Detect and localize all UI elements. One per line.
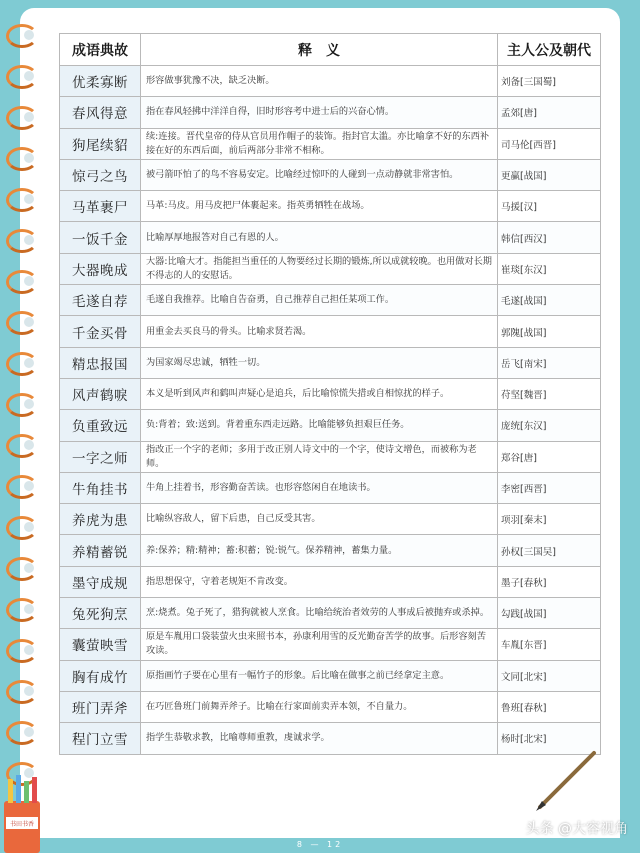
watermark: 头条 @大容视角 — [525, 821, 628, 837]
spiral-ring — [2, 676, 38, 704]
table-row — [60, 660, 601, 691]
person-cell: 孙权[三国吴] — [498, 535, 601, 566]
table-row — [60, 723, 601, 754]
table-row — [60, 410, 601, 441]
person-cell: 郭隗[战国] — [498, 316, 601, 347]
meaning-cell: 养:保养；精:精神；蓄:积蓄；锐:锐气。保养精神，蓄集力量。 — [141, 535, 498, 566]
spiral-ring — [2, 348, 38, 376]
spiral-ring — [2, 512, 38, 540]
table-row — [60, 191, 601, 222]
idiom-cell: 一饭千金 — [60, 222, 141, 253]
table-row — [60, 66, 601, 97]
person-cell: 孟郊[唐] — [498, 97, 601, 128]
pencil-cup-illustration — [0, 775, 70, 853]
table-row — [60, 598, 601, 629]
spiral-ring — [2, 553, 38, 581]
spiral-ring — [2, 717, 38, 745]
meaning-cell: 烹:烧煮。兔子死了，猎狗就被人烹食。比喻给统治者效劳的人事成后被抛弃或杀掉。 — [141, 598, 498, 629]
meaning-cell: 大器:比喻大才。指能担当重任的人物要经过长期的锻炼,所以成就较晚。也用做对长期不得志的人的安慰话。 — [141, 253, 498, 284]
person-cell: 司马伦[西晋] — [498, 128, 601, 159]
header-person: 主人公及朝代 — [498, 34, 601, 66]
idiom-cell: 春风得意 — [60, 97, 141, 128]
person-cell: 更赢[战国] — [498, 159, 601, 190]
spiral-ring — [2, 61, 38, 89]
person-cell: 郑谷[唐] — [498, 441, 601, 472]
idiom-cell: 兔死狗烹 — [60, 598, 141, 629]
meaning-cell: 形容做事犹豫不决，缺乏决断。 — [141, 66, 498, 97]
meaning-cell: 指思想保守，守着老规矩不肯改变。 — [141, 566, 498, 597]
meaning-cell: 马革:马皮。用马皮把尸体裹起来。指英勇牺牲在战场。 — [141, 191, 498, 222]
person-cell: 李密[西晋] — [498, 472, 601, 503]
spiral-ring — [2, 184, 38, 212]
person-cell: 杨时[北宋] — [498, 723, 601, 754]
meaning-cell: 用重金去买良马的骨头。比喻求贤若渴。 — [141, 316, 498, 347]
idiom-cell: 大器晚成 — [60, 253, 141, 284]
table-row — [60, 316, 601, 347]
meaning-cell: 比喻纵容敌人，留下后患，自己反受其害。 — [141, 504, 498, 535]
person-cell: 庞统[东汉] — [498, 410, 601, 441]
spiral-ring — [2, 430, 38, 458]
table-row — [60, 159, 601, 190]
meaning-cell: 指改正一个字的老师；多用于改正别人诗文中的一个字，使诗文增色，而被称为老师。 — [141, 441, 498, 472]
meaning-cell: 被弓箭吓怕了的鸟不容易安定。比喻经过惊吓的人碰到一点动静就非常害怕。 — [141, 159, 498, 190]
idiom-cell: 墨守成规 — [60, 566, 141, 597]
person-cell: 项羽[秦末] — [498, 504, 601, 535]
meaning-cell: 为国家竭尽忠诚，牺牲一切。 — [141, 347, 498, 378]
table-row — [60, 253, 601, 284]
table-row — [60, 128, 601, 159]
idiom-cell: 毛遂自荐 — [60, 285, 141, 316]
idiom-cell: 负重致远 — [60, 410, 141, 441]
person-cell: 墨子[春秋] — [498, 566, 601, 597]
person-cell: 苻坚[魏晋] — [498, 378, 601, 409]
spiral-ring — [2, 225, 38, 253]
meaning-cell: 原是车胤用口袋装萤火虫来照书本，孙康利用雪的反光勤奋苦学的故事。后形容刻苦攻读。 — [141, 629, 498, 660]
meaning-cell: 原指画竹子要在心里有一幅竹子的形象。后比喻在做事之前已经拿定主意。 — [141, 660, 498, 691]
idiom-cell: 班门弄斧 — [60, 691, 141, 722]
person-cell: 崔琰[东汉] — [498, 253, 601, 284]
table-row — [60, 504, 601, 535]
meaning-cell: 在巧匠鲁班门前舞弄斧子。比喻在行家面前卖弄本领，不自量力。 — [141, 691, 498, 722]
header-meaning: 释 义 — [141, 34, 498, 66]
idiom-cell: 胸有成竹 — [60, 660, 141, 691]
meaning-cell: 牛角上挂着书，形容勤奋苦读。也形容悠闲自在地读书。 — [141, 472, 498, 503]
person-cell: 刘备[三国蜀] — [498, 66, 601, 97]
pencil-icon — [532, 745, 602, 815]
table-row — [60, 97, 601, 128]
idiom-cell: 惊弓之鸟 — [60, 159, 141, 190]
person-cell: 韩信[西汉] — [498, 222, 601, 253]
meaning-cell: 本义是听到风声和鹤叫声疑心是追兵，后比喻惊慌失措或自相惊扰的样子。 — [141, 378, 498, 409]
idiom-cell: 狗尾续貂 — [60, 128, 141, 159]
table-row — [60, 441, 601, 472]
badge-text: 书田书香 — [9, 821, 35, 828]
idiom-cell: 优柔寡断 — [60, 66, 141, 97]
idiom-cell: 囊萤映雪 — [60, 629, 141, 660]
spiral-ring — [2, 143, 38, 171]
spiral-ring — [2, 102, 38, 130]
spiral-ring — [2, 635, 38, 663]
idiom-cell: 马革裹尸 — [60, 191, 141, 222]
idiom-cell: 风声鹤唳 — [60, 378, 141, 409]
spiral-ring — [2, 471, 38, 499]
idiom-cell: 千金买骨 — [60, 316, 141, 347]
table-row — [60, 566, 601, 597]
spiral-ring — [2, 389, 38, 417]
table-row — [60, 691, 601, 722]
person-cell: 马援[汉] — [498, 191, 601, 222]
meaning-cell: 续:连接。晋代皇帝的侍从官员用作帽子的装饰。指封官太滥。亦比喻拿不好的东西补接在好的东西后面，前后两部分非常不相称。 — [141, 128, 498, 159]
page-numbers: 8 — 12 — [296, 840, 344, 849]
idiom-cell: 精忠报国 — [60, 347, 141, 378]
person-cell: 文同[北宋] — [498, 660, 601, 691]
meaning-cell: 指在春风轻拂中洋洋自得，旧时形容考中进士后的兴奋心情。 — [141, 97, 498, 128]
idiom-cell: 养精蓄锐 — [60, 535, 141, 566]
person-cell: 毛遂[战国] — [498, 285, 601, 316]
header-idiom: 成语典故 — [60, 34, 141, 66]
table-row — [60, 535, 601, 566]
spiral-binding — [2, 20, 38, 799]
table-row — [60, 629, 601, 660]
idiom-cell: 一字之师 — [60, 441, 141, 472]
table-row — [60, 347, 601, 378]
meaning-cell: 指学生恭敬求教，比喻尊师重教，虔诚求学。 — [141, 723, 498, 754]
person-cell: 勾践[战国] — [498, 598, 601, 629]
spiral-ring — [2, 20, 38, 48]
meaning-cell: 毛遂自我推荐。比喻自告奋勇，自己推荐自己担任某项工作。 — [141, 285, 498, 316]
idiom-cell: 牛角挂书 — [60, 472, 141, 503]
table-row — [60, 222, 601, 253]
person-cell: 岳飞[南宋] — [498, 347, 601, 378]
table-row — [60, 378, 601, 409]
meaning-cell: 负:背着；致:送到。背着重东西走远路。比喻能够负担艰巨任务。 — [141, 410, 498, 441]
spiral-ring — [2, 307, 38, 335]
person-cell: 车胤[东晋] — [498, 629, 601, 660]
spiral-ring — [2, 266, 38, 294]
person-cell: 鲁班[春秋] — [498, 691, 601, 722]
table-row — [60, 472, 601, 503]
meaning-cell: 比喻厚厚地报答对自己有恩的人。 — [141, 222, 498, 253]
table-header-row — [60, 34, 601, 66]
table-row — [60, 285, 601, 316]
spiral-ring — [2, 594, 38, 622]
idiom-cell: 程门立雪 — [60, 723, 141, 754]
idiom-table — [59, 33, 601, 755]
idiom-cell: 养虎为患 — [60, 504, 141, 535]
